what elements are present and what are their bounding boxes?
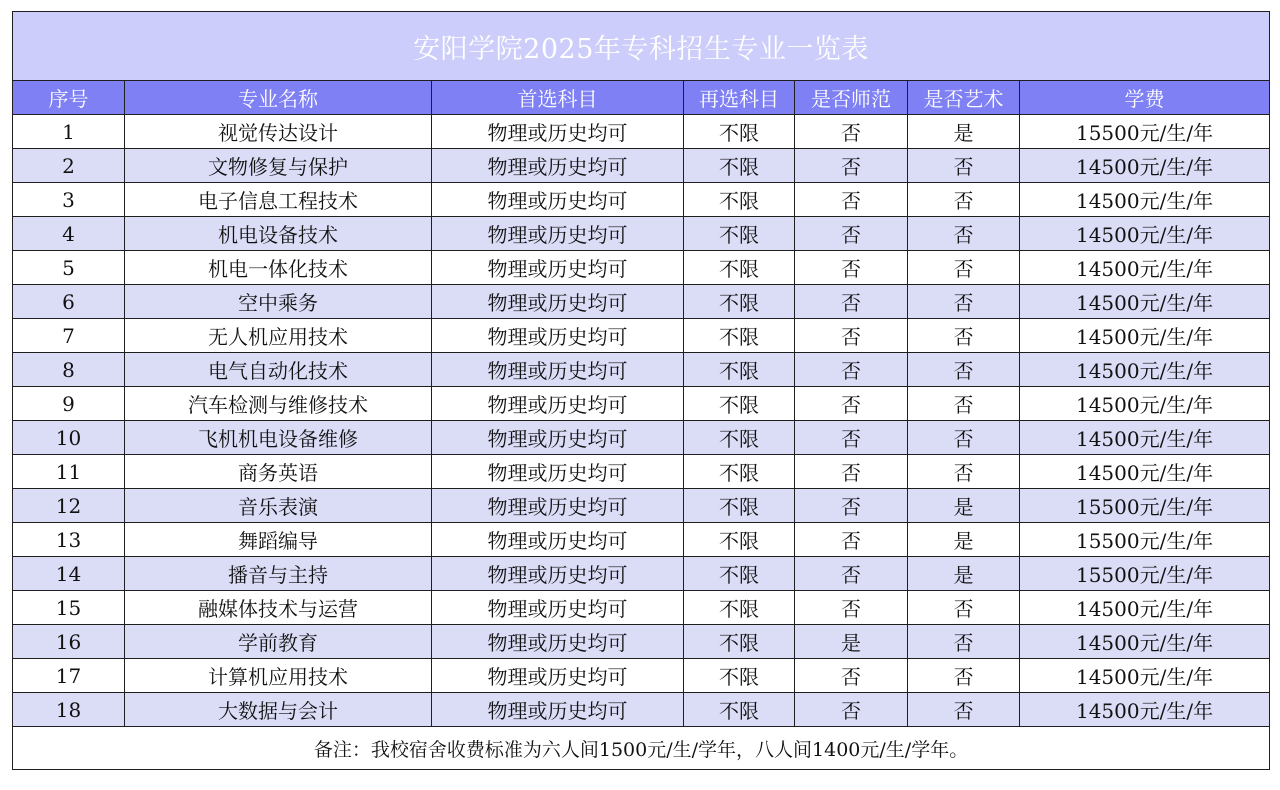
cell-tuition: 14500元/生/年: [1020, 625, 1270, 659]
cell-tuition: 14500元/生/年: [1020, 149, 1270, 183]
cell-index: 13: [13, 523, 125, 557]
title-row: [13, 12, 1270, 81]
cell-tuition: 15500元/生/年: [1020, 523, 1270, 557]
cell-second-subject: 不限: [684, 115, 795, 149]
cell-tuition: 14500元/生/年: [1020, 693, 1270, 727]
cell-is-normal: 否: [795, 591, 908, 625]
table-row: [13, 353, 1270, 387]
cell-tuition: 14500元/生/年: [1020, 183, 1270, 217]
cell-major: 空中乘务: [125, 285, 432, 319]
cell-second-subject: 不限: [684, 523, 795, 557]
cell-is-art: 否: [908, 285, 1020, 319]
cell-first-subject: 物理或历史均可: [432, 115, 684, 149]
cell-second-subject: 不限: [684, 387, 795, 421]
table-row: [13, 557, 1270, 591]
cell-index: 5: [13, 251, 125, 285]
cell-major: 无人机应用技术: [125, 319, 432, 353]
table-row: [13, 489, 1270, 523]
cell-first-subject: 物理或历史均可: [432, 523, 684, 557]
cell-is-art: 是: [908, 523, 1020, 557]
cell-major: 舞蹈编导: [125, 523, 432, 557]
cell-second-subject: 不限: [684, 489, 795, 523]
cell-tuition: 14500元/生/年: [1020, 285, 1270, 319]
cell-tuition: 14500元/生/年: [1020, 353, 1270, 387]
cell-is-art: 否: [908, 693, 1020, 727]
table-row: [13, 421, 1270, 455]
note-row: [13, 727, 1270, 770]
cell-index: 15: [13, 591, 125, 625]
cell-is-art: 是: [908, 557, 1020, 591]
cell-major: 电子信息工程技术: [125, 183, 432, 217]
cell-first-subject: 物理或历史均可: [432, 591, 684, 625]
cell-major: 机电一体化技术: [125, 251, 432, 285]
cell-index: 3: [13, 183, 125, 217]
cell-index: 8: [13, 353, 125, 387]
cell-tuition: 15500元/生/年: [1020, 557, 1270, 591]
cell-is-art: 否: [908, 319, 1020, 353]
admission-table-sheet: [12, 11, 1269, 778]
table-row: [13, 455, 1270, 489]
cell-second-subject: 不限: [684, 625, 795, 659]
cell-first-subject: 物理或历史均可: [432, 251, 684, 285]
cell-first-subject: 物理或历史均可: [432, 183, 684, 217]
cell-tuition: 14500元/生/年: [1020, 387, 1270, 421]
cell-index: 14: [13, 557, 125, 591]
cell-is-normal: 否: [795, 319, 908, 353]
table-title: 安阳学院2025年专科招生专业一览表: [13, 12, 1270, 81]
cell-major: 学前教育: [125, 625, 432, 659]
cell-second-subject: 不限: [684, 285, 795, 319]
cell-is-normal: 否: [795, 693, 908, 727]
cell-first-subject: 物理或历史均可: [432, 387, 684, 421]
cell-is-art: 否: [908, 149, 1020, 183]
table-row: [13, 387, 1270, 421]
cell-major: 汽车检测与维修技术: [125, 387, 432, 421]
cell-first-subject: 物理或历史均可: [432, 421, 684, 455]
cell-tuition: 14500元/生/年: [1020, 591, 1270, 625]
cell-major: 飞机机电设备维修: [125, 421, 432, 455]
table-row: [13, 251, 1270, 285]
cell-index: 1: [13, 115, 125, 149]
cell-tuition: 14500元/生/年: [1020, 659, 1270, 693]
cell-tuition: 14500元/生/年: [1020, 319, 1270, 353]
cell-index: 17: [13, 659, 125, 693]
cell-first-subject: 物理或历史均可: [432, 557, 684, 591]
cell-major: 视觉传达设计: [125, 115, 432, 149]
cell-is-normal: 否: [795, 387, 908, 421]
cell-is-normal: 否: [795, 251, 908, 285]
cell-first-subject: 物理或历史均可: [432, 693, 684, 727]
header-tuition: 学费: [1020, 81, 1270, 115]
cell-tuition: 15500元/生/年: [1020, 489, 1270, 523]
cell-is-normal: 否: [795, 523, 908, 557]
table-row: [13, 693, 1270, 727]
cell-is-normal: 否: [795, 421, 908, 455]
cell-is-art: 否: [908, 421, 1020, 455]
cell-second-subject: 不限: [684, 217, 795, 251]
table-row: [13, 217, 1270, 251]
cell-second-subject: 不限: [684, 693, 795, 727]
table-row: [13, 285, 1270, 319]
cell-is-normal: 否: [795, 489, 908, 523]
table-row: [13, 523, 1270, 557]
header-is-normal: 是否师范: [795, 81, 908, 115]
cell-is-art: 是: [908, 489, 1020, 523]
cell-index: 11: [13, 455, 125, 489]
cell-first-subject: 物理或历史均可: [432, 489, 684, 523]
cell-index: 6: [13, 285, 125, 319]
header-row: [13, 81, 1270, 115]
cell-is-normal: 否: [795, 455, 908, 489]
cell-major: 大数据与会计: [125, 693, 432, 727]
cell-index: 10: [13, 421, 125, 455]
cell-is-normal: 否: [795, 149, 908, 183]
cell-first-subject: 物理或历史均可: [432, 285, 684, 319]
cell-tuition: 14500元/生/年: [1020, 455, 1270, 489]
cell-first-subject: 物理或历史均可: [432, 217, 684, 251]
cell-second-subject: 不限: [684, 455, 795, 489]
cell-second-subject: 不限: [684, 659, 795, 693]
header-index: 序号: [13, 81, 125, 115]
cell-major: 商务英语: [125, 455, 432, 489]
cell-index: 9: [13, 387, 125, 421]
cell-first-subject: 物理或历史均可: [432, 625, 684, 659]
cell-index: 7: [13, 319, 125, 353]
cell-tuition: 14500元/生/年: [1020, 421, 1270, 455]
cell-index: 16: [13, 625, 125, 659]
cell-tuition: 14500元/生/年: [1020, 251, 1270, 285]
table-row: [13, 625, 1270, 659]
cell-major: 计算机应用技术: [125, 659, 432, 693]
cell-is-art: 否: [908, 591, 1020, 625]
cell-is-art: 否: [908, 217, 1020, 251]
cell-second-subject: 不限: [684, 251, 795, 285]
cell-second-subject: 不限: [684, 319, 795, 353]
cell-major: 电气自动化技术: [125, 353, 432, 387]
cell-second-subject: 不限: [684, 183, 795, 217]
cell-tuition: 15500元/生/年: [1020, 115, 1270, 149]
header-first-subject: 首选科目: [432, 81, 684, 115]
cell-second-subject: 不限: [684, 353, 795, 387]
cell-is-art: 否: [908, 625, 1020, 659]
cell-is-art: 否: [908, 387, 1020, 421]
header-is-art: 是否艺术: [908, 81, 1020, 115]
cell-major: 融媒体技术与运营: [125, 591, 432, 625]
cell-index: 4: [13, 217, 125, 251]
table-body: [13, 115, 1270, 727]
cell-major: 机电设备技术: [125, 217, 432, 251]
table-row: [13, 115, 1270, 149]
cell-second-subject: 不限: [684, 591, 795, 625]
cell-is-normal: 否: [795, 115, 908, 149]
cell-tuition: 14500元/生/年: [1020, 217, 1270, 251]
cell-is-art: 是: [908, 115, 1020, 149]
cell-major: 播音与主持: [125, 557, 432, 591]
cell-first-subject: 物理或历史均可: [432, 319, 684, 353]
cell-first-subject: 物理或历史均可: [432, 353, 684, 387]
cell-is-art: 否: [908, 455, 1020, 489]
cell-is-art: 否: [908, 183, 1020, 217]
table-row: [13, 319, 1270, 353]
cell-is-normal: 否: [795, 217, 908, 251]
cell-first-subject: 物理或历史均可: [432, 455, 684, 489]
cell-is-art: 否: [908, 251, 1020, 285]
dormitory-fee-note: 备注：我校宿舍收费标准为六人间1500元/生/学年，八人间1400元/生/学年。: [13, 727, 1270, 770]
table-row: [13, 591, 1270, 625]
cell-index: 2: [13, 149, 125, 183]
cell-second-subject: 不限: [684, 557, 795, 591]
cell-is-normal: 否: [795, 659, 908, 693]
cell-first-subject: 物理或历史均可: [432, 149, 684, 183]
cell-index: 18: [13, 693, 125, 727]
table-row: [13, 183, 1270, 217]
cell-is-art: 否: [908, 659, 1020, 693]
cell-is-normal: 否: [795, 353, 908, 387]
header-second-subject: 再选科目: [684, 81, 795, 115]
cell-second-subject: 不限: [684, 421, 795, 455]
cell-is-normal: 是: [795, 625, 908, 659]
cell-major: 音乐表演: [125, 489, 432, 523]
cell-is-normal: 否: [795, 285, 908, 319]
cell-is-normal: 否: [795, 183, 908, 217]
cell-index: 12: [13, 489, 125, 523]
cell-is-art: 否: [908, 353, 1020, 387]
table-row: [13, 659, 1270, 693]
header-major: 专业名称: [125, 81, 432, 115]
cell-is-normal: 否: [795, 557, 908, 591]
cell-second-subject: 不限: [684, 149, 795, 183]
majors-table: [12, 11, 1270, 770]
table-row: [13, 149, 1270, 183]
cell-first-subject: 物理或历史均可: [432, 659, 684, 693]
cell-major: 文物修复与保护: [125, 149, 432, 183]
